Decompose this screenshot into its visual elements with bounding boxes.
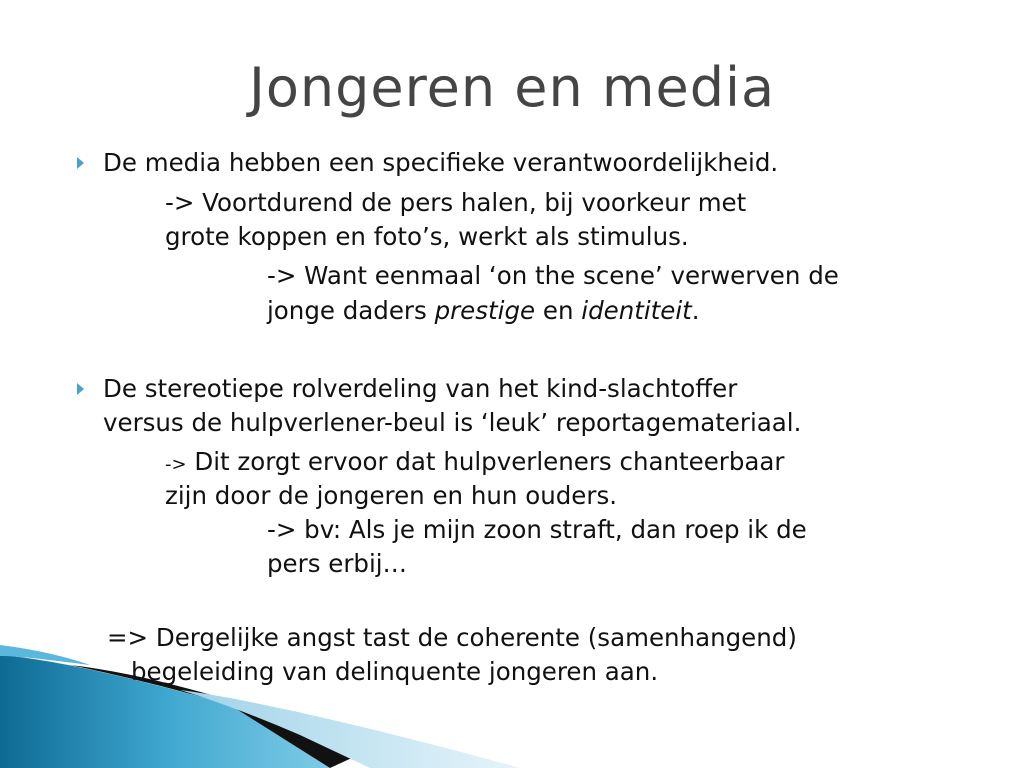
emphasis-identiteit: identiteit (581, 296, 692, 325)
conclusion-line-2: begeleiding van delinquente jongeren aan. (131, 657, 659, 686)
sub-point-1-line-2: grote koppen en foto’s, werkt als stimulus. (165, 222, 689, 251)
sub-sub-point-2-line-2: pers erbij… (267, 549, 408, 578)
conclusion-line-1: => Dergelijke angst tast de coherente (samenhangend) (107, 623, 797, 652)
small-arrow: -> (165, 454, 187, 475)
bullet-2-line-1: De stereotiepe rolverdeling van het kind-slachtoffer (103, 374, 738, 403)
bullet-1-text: De media hebben een specifieke verantwoordelijkheid. (103, 148, 779, 177)
text-run: en (535, 296, 582, 325)
slide-title: Jongeren en media (248, 56, 776, 119)
sub-point-2-line-2: zijn door de jongeren en hun ouders. (165, 481, 617, 510)
bullet-arrow-icon (77, 157, 84, 169)
text-run: jonge daders (267, 296, 435, 325)
emphasis-prestige: prestige (434, 296, 536, 325)
sub-sub-point-2-line-1: -> bv: Als je mijn zoon straft, dan roep ik de (267, 515, 807, 544)
sub-sub-point-1-line-2 (267, 294, 700, 328)
sub-point-2-line-1 (165, 445, 785, 482)
text-run: Dit zorgt ervoor dat hulpverleners chanteerbaar (186, 447, 785, 476)
bullet-2-line-2: versus de hulpverlener-beul is ‘leuk’ reportagemateriaal. (103, 408, 802, 437)
sub-sub-point-1-line-1: -> Want eenmaal ‘on the scene’ verwerven de (267, 261, 839, 290)
text-run: . (691, 296, 700, 325)
bullet-arrow-icon (77, 383, 84, 395)
sub-point-1-line-1: -> Voortdurend de pers halen, bij voorkeur met (165, 188, 747, 217)
